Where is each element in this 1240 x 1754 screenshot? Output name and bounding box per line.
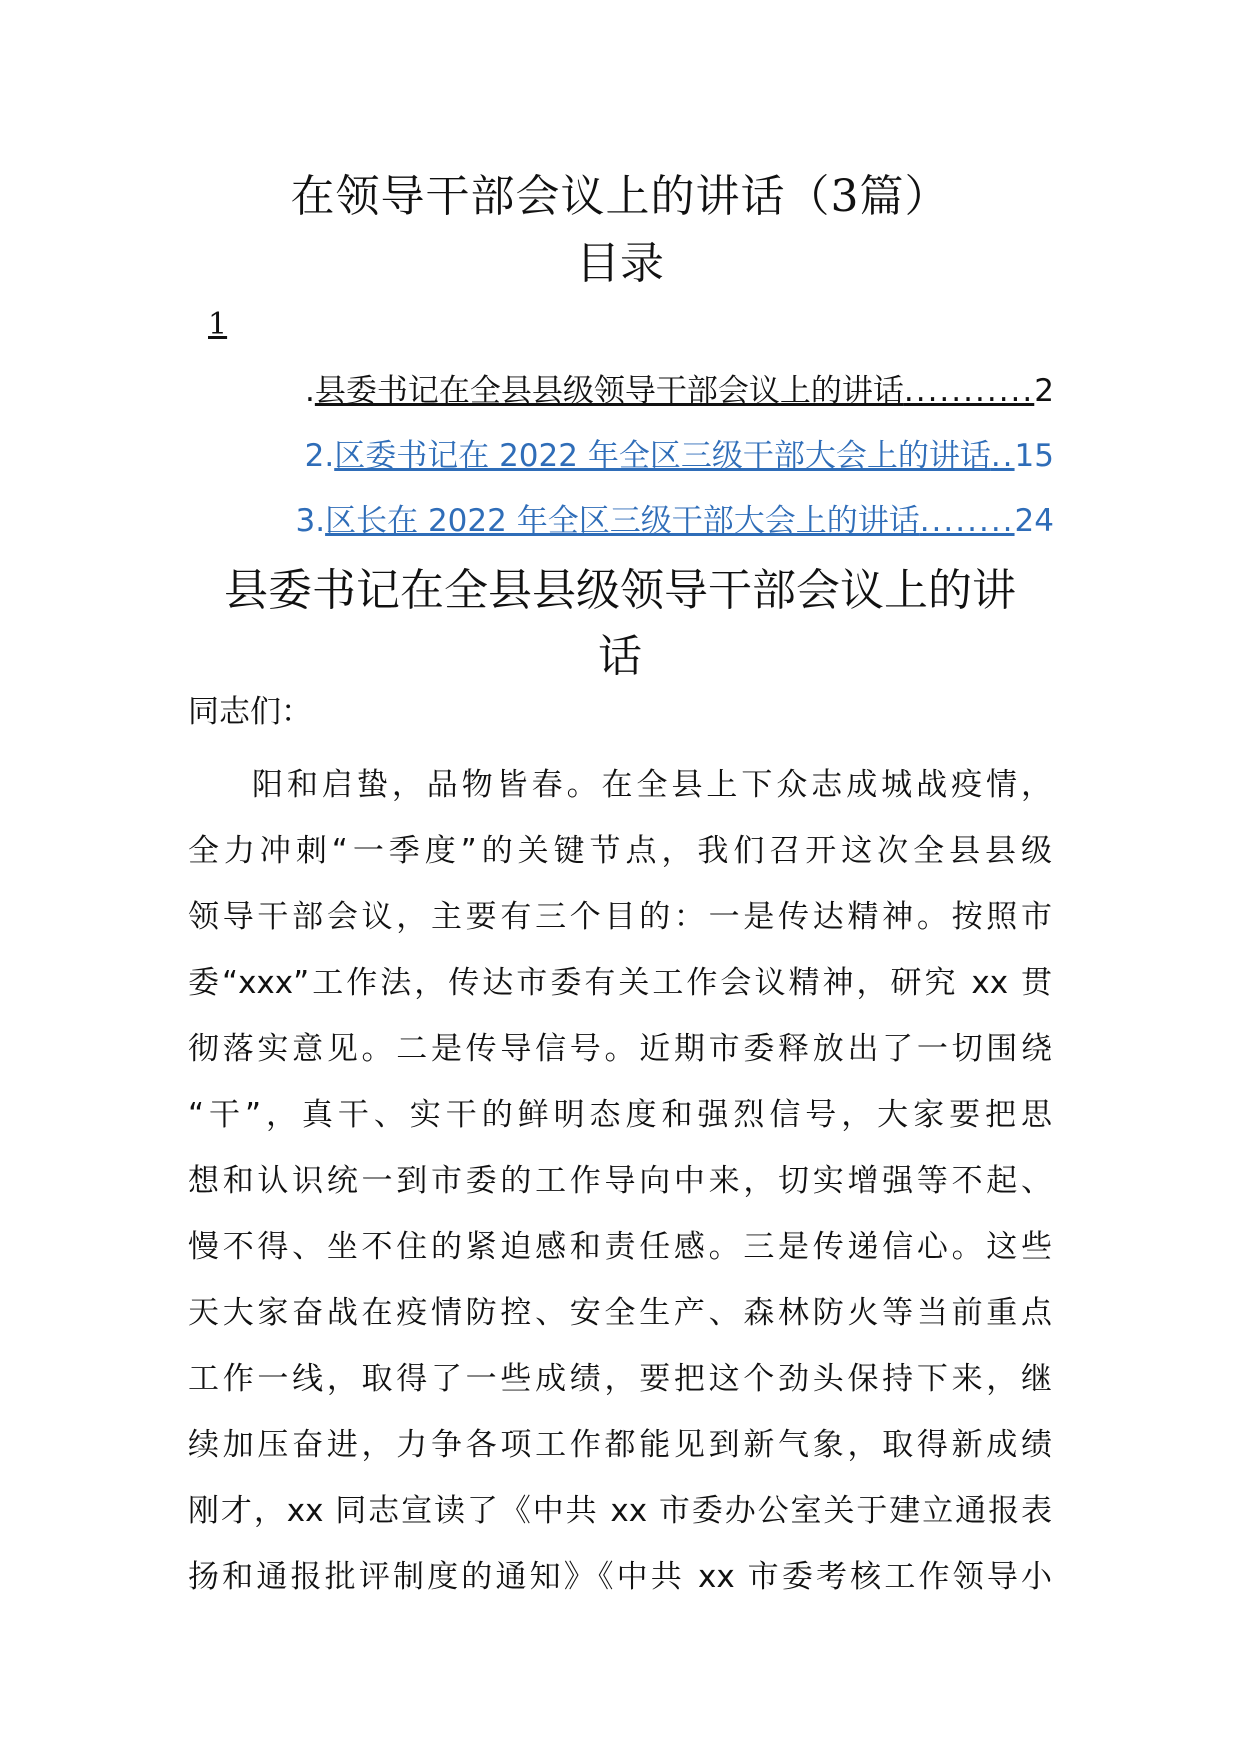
body-line: 全力冲刺“一季度”的关键节点，我们召开这次全县县级	[188, 833, 1052, 869]
toc-entry-page: 15	[1014, 438, 1054, 474]
document-title-prefix: 在领导干部会议上的讲话（	[290, 171, 831, 222]
toc-entry-page: 2	[1034, 373, 1054, 409]
body-line: 天大家奋战在疫情防控、安全生产、森林防火等当前重点	[188, 1295, 1052, 1331]
document-title-suffix: 篇）	[859, 171, 950, 222]
salutation: 同志们：	[188, 694, 312, 730]
body-line: 工作一线，取得了一些成绩，要把这个劲头保持下来，继	[188, 1361, 1052, 1397]
toc-entry-page: 24	[1014, 503, 1054, 539]
section-title	[180, 558, 1060, 690]
toc-entry-number: 3.	[295, 503, 326, 539]
document-title-count: 3	[830, 171, 860, 222]
body-line: 续加压奋进，力争各项工作都能见到新气象，取得新成绩	[188, 1427, 1052, 1463]
body-line: 慢不得、坐不住的紧迫感和责任感。三是传递信心。这些	[188, 1229, 1052, 1265]
body-line: 想和认识统一到市委的工作导向中来，切实增强等不起、	[188, 1163, 1052, 1199]
toc-marker: 1	[208, 307, 228, 342]
body-line: 刚才，xx 同志宣读了《中共 xx 市委办公室关于建立通报表	[188, 1493, 1052, 1529]
toc-entry-title: 县委书记在全县县级领导干部会议上的讲话	[314, 373, 904, 409]
toc-entry-number: .	[305, 373, 315, 409]
toc-entry-leader: ...........	[903, 373, 1035, 409]
body-line: 扬和通报批评制度的通知》《中共 xx 市委考核工作领导小	[188, 1559, 1052, 1595]
toc-entry-number: 2.	[304, 438, 335, 474]
document-title	[0, 165, 1240, 229]
body-line: 阳和启蛰，品物皆春。在全县上下众志成城战疫情，	[252, 767, 1052, 803]
body-line: 委“xxx”工作法，传达市委有关工作会议精神，研究 xx 贯	[188, 965, 1052, 1001]
toc-entry-1[interactable]	[305, 368, 1054, 414]
body-line: 彻落实意见。二是传导信号。近期市委释放出了一切围绕	[188, 1031, 1052, 1067]
toc-entry-3[interactable]	[296, 498, 1054, 544]
section-title-line-1: 县委书记在全县县级领导干部会议上的讲	[224, 565, 1016, 616]
toc-entry-title: 区委书记在 2022 年全区三级干部大会上的讲话	[334, 438, 991, 474]
toc-entry-leader: ..	[990, 438, 1015, 474]
toc-entry-leader: ........	[919, 503, 1015, 539]
toc-entry-2[interactable]	[305, 433, 1054, 479]
body-line: 领导干部会议，主要有三个目的：一是传达精神。按照市	[188, 899, 1052, 935]
toc-entry-title: 区长在 2022 年全区三级干部大会上的讲话	[325, 503, 920, 539]
section-title-line-2: 话	[598, 631, 642, 682]
toc-heading: 目录	[576, 238, 664, 289]
body-paragraph	[188, 752, 1052, 1610]
body-line: “干”，真干、实干的鲜明态度和强烈信号，大家要把思	[188, 1097, 1052, 1133]
